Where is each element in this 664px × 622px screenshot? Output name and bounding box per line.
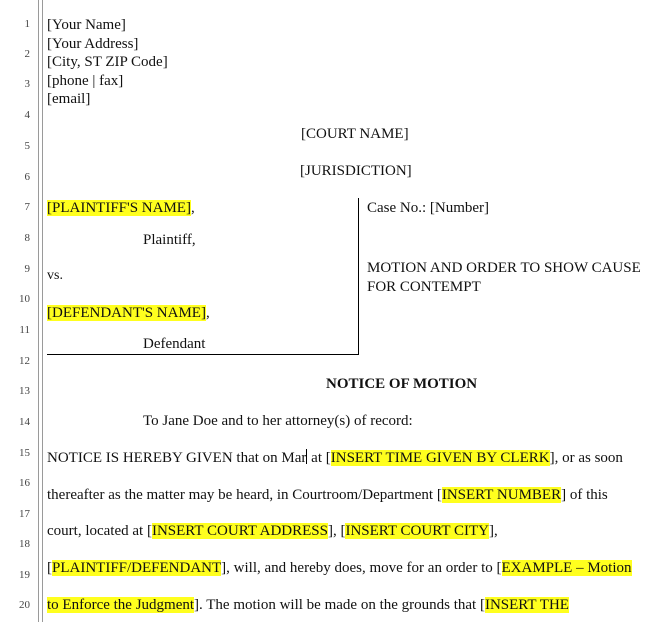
insert-grounds-placeholder[interactable]: INSERT THE [484,597,569,613]
plaintiff-name-line[interactable] [47,199,195,217]
line-number: 13 [19,385,30,397]
enforce-judgment-placeholder[interactable]: to Enforce the Judgment [47,597,195,613]
insert-court-address-placeholder[interactable]: INSERT COURT ADDRESS [151,523,328,539]
insert-court-city-placeholder[interactable]: INSERT COURT CITY [345,523,489,539]
case-number[interactable]: Case No.: [Number] [367,200,490,216]
defendant-comma: , [205,305,210,321]
line-number: 11 [19,324,30,336]
line-number: 5 [24,140,30,152]
line-number: 10 [19,293,30,305]
line-number: 17 [19,508,30,520]
plaintiff-name[interactable]: [PLAINTIFF'S NAME] [47,200,191,216]
line-number: 2 [24,48,30,60]
line-number: 3 [24,78,30,90]
phone-fax[interactable]: [phone | fax] [47,73,124,89]
line-number: 19 [19,569,30,581]
body-text: NOTICE IS HEREBY GIVEN that on Mar [47,450,307,466]
line-number: 9 [24,263,30,275]
body-line-16[interactable] [47,486,608,504]
body-text: [ [47,560,52,576]
defendant-label: Defendant [143,336,206,352]
body-text: ], [488,523,498,539]
jurisdiction[interactable]: [JURISDICTION] [300,163,412,179]
motion-title-line-2[interactable]: FOR CONTEMPT [367,279,481,295]
line-number: 14 [19,416,30,428]
body-line-18[interactable] [47,559,632,577]
email[interactable]: [email] [47,91,91,107]
caption-bottom-line [47,354,359,355]
line-number: 20 [19,599,30,611]
line-number: 8 [24,232,30,244]
line-number: 18 [19,538,30,550]
margin-rule-right [42,0,43,622]
body-line-17[interactable] [47,522,498,540]
body-text: at [ [307,450,331,466]
body-line-15[interactable] [47,449,623,467]
line-number: 15 [19,447,30,459]
your-name[interactable]: [Your Name] [47,17,126,33]
example-motion-placeholder[interactable]: EXAMPLE – Motion [501,560,632,576]
motion-title-line-1[interactable]: MOTION AND ORDER TO SHOW CAUSE [367,260,641,276]
plaintiff-label: Plaintiff, [143,232,196,248]
line-number: 4 [24,109,30,121]
line-number: 1 [24,18,30,30]
line-number: 12 [19,355,30,367]
body-text: ], will, and hereby does, move for an order to [ [221,560,502,576]
salutation[interactable]: To Jane Doe and to her attorney(s) of record: [143,413,413,429]
defendant-name-line[interactable] [47,304,210,322]
plaintiff-defendant-placeholder[interactable]: PLAINTIFF/DEFENDANT [52,560,222,576]
insert-time-placeholder[interactable]: INSERT TIME GIVEN BY CLERK [330,450,550,466]
body-text: court, located at [ [47,523,152,539]
body-text: ]. The motion will be made on the grounds that [ [194,597,485,613]
body-text: thereafter as the matter may be heard, in Courtroom/Department [ [47,487,442,503]
your-address[interactable]: [Your Address] [47,36,139,52]
body-text: ] of this [561,487,608,503]
city-state-zip[interactable]: [City, ST ZIP Code] [47,54,168,70]
margin-rule-left [38,0,39,622]
line-number: 7 [24,201,30,213]
versus: vs. [47,268,63,283]
notice-heading[interactable]: NOTICE OF MOTION [326,376,478,392]
defendant-name[interactable]: [DEFENDANT'S NAME] [47,305,206,321]
body-text: ], or as soon [549,450,623,466]
insert-number-placeholder[interactable]: INSERT NUMBER [441,487,562,503]
line-number: 16 [19,477,30,489]
body-text: ], [ [327,523,346,539]
plaintiff-comma: , [190,200,195,216]
line-number: 6 [24,171,30,183]
caption-vertical-line [358,198,359,355]
court-name[interactable]: [COURT NAME] [301,126,409,142]
body-line-19[interactable] [47,596,569,614]
